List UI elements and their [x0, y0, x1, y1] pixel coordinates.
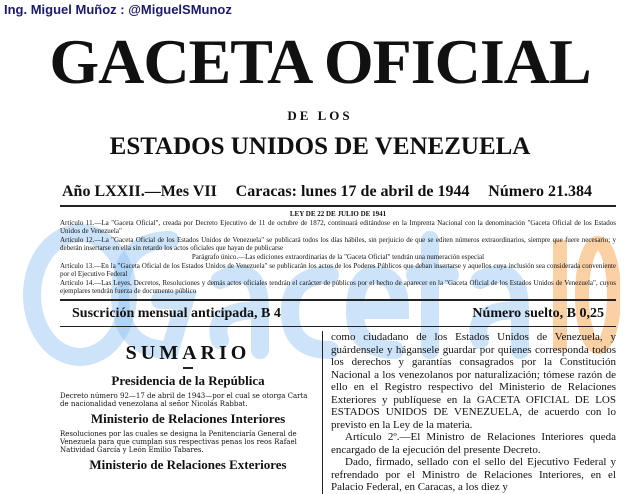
credit-text: Ing. Miguel Muñoz : @MiguelSMunoz: [4, 2, 232, 17]
law-article: Artículo 12.—La "Gaceta Oficial de los Estados Unidos de Venezuela" se publicará todos los días hábiles, sin perjuicio de que se editen números extraordinarios, siempre que fuere necesario; y deberán insertarse en ella sin retardo los actos oficiales que hayan de publicarse: [60, 236, 616, 252]
law-heading: LEY DE 22 DE JULIO DE 1941: [289, 210, 387, 218]
main-content: [60, 205, 616, 494]
subscription-price: Suscrición mensual anticipada, B 4: [72, 306, 281, 321]
law-article: Artículo 11.—La "Gaceta Oficial", creada por Decreto Ejecutivo de 11 de octubre de 1872, continuará editándose en la Imprenta Nacional con la denominación "Gaceta Oficial de los Estados Unidos de Venezuela": [60, 219, 616, 235]
law-article: Artículo 14.—Las Leyes, Decretos, Resoluciones y demás actos oficiales tendrán el carácter de públicos por el hecho de aparecer en la "Gaceta Oficial de los Estados Unidos de Venezuela", cuyos ejemplares tendrán fuerza de documento público: [60, 279, 616, 295]
issue-date: Caracas: lunes 17 de abril de 1944: [235, 183, 470, 200]
masthead-title: GACETA OFICIAL: [49, 26, 591, 97]
issue-number: Número 21.384: [488, 183, 592, 200]
sumario-title: SUMARIO: [125, 342, 251, 364]
body-paragraph: como ciudadano de los Estados Unidos de Venezuela, y guárdensele y hágansele guardar por quienes corresponda todos los derechos y garantías consagrados por la Constitución Nacional a los venezolanos por naturalización; tómese razón de ello en el Registro respectivo del Ministerio de Relaciones Exteriores y publíquese en la GACETA OFICIAL DE LOS ESTADOS UNIDOS DE VENEZUELA, de acuerdo con lo previsto en la Ley de la materia.: [331, 331, 616, 431]
section-heading: Presidencia de la República: [111, 373, 265, 388]
sumario-column: [60, 331, 322, 494]
body-column: [322, 331, 616, 494]
law-paragraph: Parágrafo único.—Las ediciones extraordinarias de la "Gaceta Oficial" tendrán una numeración especial: [191, 253, 485, 261]
section-heading: Ministerio de Relaciones Exteriores: [89, 457, 287, 472]
body-paragraph: Dado, firmado, sellado con el sello del Ejecutivo Federal y refrendado por el Ministro de Relaciones Interiores, en el Palacio Federal, en Caracas, a los diez y: [331, 456, 616, 493]
body-paragraph: Artículo 2º.—El Ministro de Relaciones Interiores queda encargado de la ejecución del presente Decreto.: [331, 431, 616, 456]
section-item: Decreto número 92—17 de abril de 1943—por el cual se otorga Carta de nacionalidad venezolana al señor Nicolás Rabbat.: [60, 392, 308, 408]
divider: [183, 367, 193, 369]
masthead-subtitle: ESTADOS UNIDOS DE VENEZUELA: [109, 133, 531, 160]
law-excerpt: [60, 207, 616, 299]
year-month: Año LXXII.—Mes VII: [62, 183, 217, 200]
price-row: [60, 301, 616, 326]
divider: [60, 326, 616, 327]
section-heading: Ministerio de Relaciones Interiores: [90, 411, 286, 426]
law-article: Artículo 13.—En la "Gaceta Oficial de los Estados Unidos de Venezuela" se publicarán los actos de los Poderes Públicos que deban insertarse y aquellos cuya inclusión sea considerada conveniente por el Ejecutivo Federal: [60, 262, 616, 278]
dateline: [62, 182, 592, 202]
single-issue-price: Número suelto, B 0,25: [472, 306, 604, 321]
columns: [60, 331, 616, 494]
masthead-de-los: DE LOS: [287, 108, 353, 123]
section-item: Resoluciones por las cuales se designa la Penitenciaría General de Venezuela para que cumplan sus respectivas penas los reos Rafael Natividad García y León Emilio Tabares.: [60, 430, 297, 454]
